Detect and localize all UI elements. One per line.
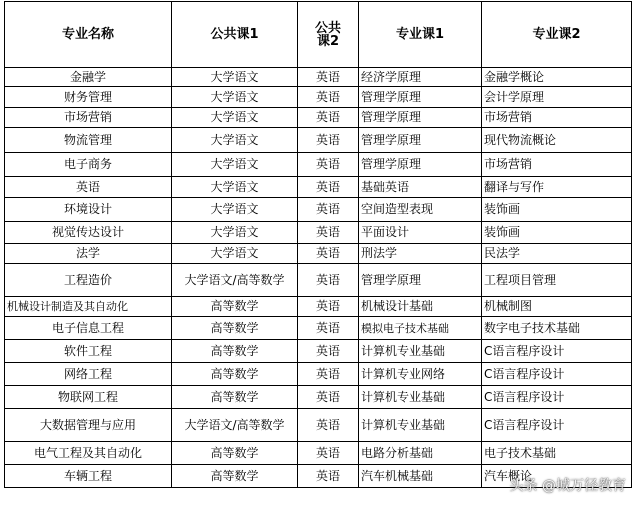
table-row	[5, 244, 632, 264]
major-course-1-cell: 管理学原理	[359, 128, 482, 153]
major-course-1-cell: 计算机专业基础	[359, 409, 482, 442]
public-course-1-cell: 大学语文/高等数学	[172, 264, 298, 297]
public-course-1-cell: 大学语文	[172, 128, 298, 153]
major-course-2-cell: 会计学原理	[482, 87, 632, 108]
major-name-cell: 物联网工程	[5, 386, 172, 409]
major-name-cell: 环境设计	[5, 198, 172, 222]
public-course-1-cell: 大学语文	[172, 153, 298, 177]
major-course-1-cell: 管理学原理	[359, 108, 482, 128]
table-row	[5, 264, 632, 297]
major-course-1-cell: 平面设计	[359, 222, 482, 244]
major-name-cell: 电子商务	[5, 153, 172, 177]
table-row	[5, 386, 632, 409]
public-course-1-cell: 高等数学	[172, 465, 298, 488]
table-row	[5, 363, 632, 386]
public-course-2-cell: 英语	[298, 153, 359, 177]
major-name-cell: 市场营销	[5, 108, 172, 128]
major-course-1-cell: 汽车机械基础	[359, 465, 482, 488]
public-course-2-cell: 英语	[298, 222, 359, 244]
public-course-1-cell: 高等数学	[172, 442, 298, 465]
major-course-2-cell: 汽车概论	[482, 465, 632, 488]
public-course-2-cell: 英语	[298, 68, 359, 87]
table-row	[5, 409, 632, 442]
major-course-2-cell: 电子技术基础	[482, 442, 632, 465]
public-course-1-cell: 大学语文	[172, 222, 298, 244]
public-course-1-cell: 高等数学	[172, 363, 298, 386]
major-name-cell: 电气工程及其自动化	[5, 442, 172, 465]
public-course-2-cell: 英语	[298, 128, 359, 153]
major-course-1-cell: 电路分析基础	[359, 442, 482, 465]
public-course-1-cell: 高等数学	[172, 297, 298, 317]
major-course-1-cell: 刑法学	[359, 244, 482, 264]
major-name-cell: 软件工程	[5, 340, 172, 363]
table-row	[5, 177, 632, 198]
major-name-cell: 电子信息工程	[5, 317, 172, 340]
public-course-2-cell: 英语	[298, 409, 359, 442]
public-course-2-cell: 英语	[298, 442, 359, 465]
header-major-course-1: 专业课1	[359, 2, 482, 68]
major-name-cell: 工程造价	[5, 264, 172, 297]
major-course-2-cell: 金融学概论	[482, 68, 632, 87]
public-course-1-cell: 大学语文	[172, 108, 298, 128]
table-row	[5, 442, 632, 465]
public-course-1-cell: 大学语文	[172, 87, 298, 108]
table-row	[5, 340, 632, 363]
public-course-1-cell: 大学语文	[172, 177, 298, 198]
major-course-2-cell: 市场营销	[482, 153, 632, 177]
major-name-cell: 法学	[5, 244, 172, 264]
major-course-2-cell: 装饰画	[482, 198, 632, 222]
major-course-2-cell: 工程项目管理	[482, 264, 632, 297]
public-course-2-cell: 英语	[298, 244, 359, 264]
major-course-1-cell: 空间造型表现	[359, 198, 482, 222]
public-course-2-cell: 英语	[298, 317, 359, 340]
major-course-2-cell: C语言程序设计	[482, 363, 632, 386]
table-row	[5, 222, 632, 244]
public-course-2-cell: 英语	[298, 108, 359, 128]
header-public-course-1: 公共课1	[172, 2, 298, 68]
major-course-1-cell: 经济学原理	[359, 68, 482, 87]
major-course-2-cell: C语言程序设计	[482, 409, 632, 442]
public-course-1-cell: 大学语文	[172, 198, 298, 222]
public-course-1-cell: 大学语文/高等数学	[172, 409, 298, 442]
major-name-cell: 物流管理	[5, 128, 172, 153]
major-course-1-cell: 计算机专业基础	[359, 386, 482, 409]
header-row	[5, 2, 632, 68]
major-course-1-cell: 基础英语	[359, 177, 482, 198]
major-name-cell: 车辆工程	[5, 465, 172, 488]
major-course-1-cell: 计算机专业网络	[359, 363, 482, 386]
table-row	[5, 198, 632, 222]
major-course-1-cell: 管理学原理	[359, 153, 482, 177]
major-name-cell: 视觉传达设计	[5, 222, 172, 244]
major-course-2-cell: 装饰画	[482, 222, 632, 244]
header-major-course-2: 专业课2	[482, 2, 632, 68]
major-course-2-cell: 翻译与写作	[482, 177, 632, 198]
public-course-2-cell: 英语	[298, 264, 359, 297]
public-course-2-cell: 英语	[298, 465, 359, 488]
public-course-2-cell: 英语	[298, 340, 359, 363]
public-course-2-cell: 英语	[298, 297, 359, 317]
public-course-1-cell: 高等数学	[172, 317, 298, 340]
header-public-course-2: 公共课2	[298, 2, 359, 68]
public-course-1-cell: 大学语文	[172, 244, 298, 264]
table-row	[5, 317, 632, 340]
major-course-2-cell: 机械制图	[482, 297, 632, 317]
major-name-cell: 英语	[5, 177, 172, 198]
major-name-cell: 财务管理	[5, 87, 172, 108]
major-course-1-cell: 管理学原理	[359, 264, 482, 297]
major-name-cell: 大数据管理与应用	[5, 409, 172, 442]
major-course-table	[4, 1, 632, 488]
public-course-2-cell: 英语	[298, 177, 359, 198]
major-course-1-cell: 计算机专业基础	[359, 340, 482, 363]
table-row	[5, 128, 632, 153]
major-course-2-cell: 数字电子技术基础	[482, 317, 632, 340]
major-name-cell: 网络工程	[5, 363, 172, 386]
major-course-1-cell: 模拟电子技术基础	[359, 317, 482, 340]
header-major-name: 专业名称	[5, 2, 172, 68]
major-course-2-cell: 现代物流概论	[482, 128, 632, 153]
major-course-1-cell: 管理学原理	[359, 87, 482, 108]
table-row	[5, 153, 632, 177]
major-course-2-cell: 市场营销	[482, 108, 632, 128]
watermark: 头条 @城万径教育	[509, 478, 626, 494]
public-course-2-cell: 英语	[298, 363, 359, 386]
major-course-2-cell: C语言程序设计	[482, 386, 632, 409]
public-course-2-cell: 英语	[298, 198, 359, 222]
table-row	[5, 108, 632, 128]
public-course-1-cell: 高等数学	[172, 386, 298, 409]
major-name-cell: 机械设计制造及其自动化	[5, 297, 172, 317]
public-course-1-cell: 大学语文	[172, 68, 298, 87]
public-course-2-cell: 英语	[298, 87, 359, 108]
major-course-1-cell: 机械设计基础	[359, 297, 482, 317]
major-course-2-cell: 民法学	[482, 244, 632, 264]
major-name-cell: 金融学	[5, 68, 172, 87]
table-row	[5, 68, 632, 87]
major-course-2-cell: C语言程序设计	[482, 340, 632, 363]
public-course-2-cell: 英语	[298, 386, 359, 409]
table-row	[5, 87, 632, 108]
table-body	[5, 68, 632, 488]
table-row	[5, 297, 632, 317]
public-course-1-cell: 高等数学	[172, 340, 298, 363]
